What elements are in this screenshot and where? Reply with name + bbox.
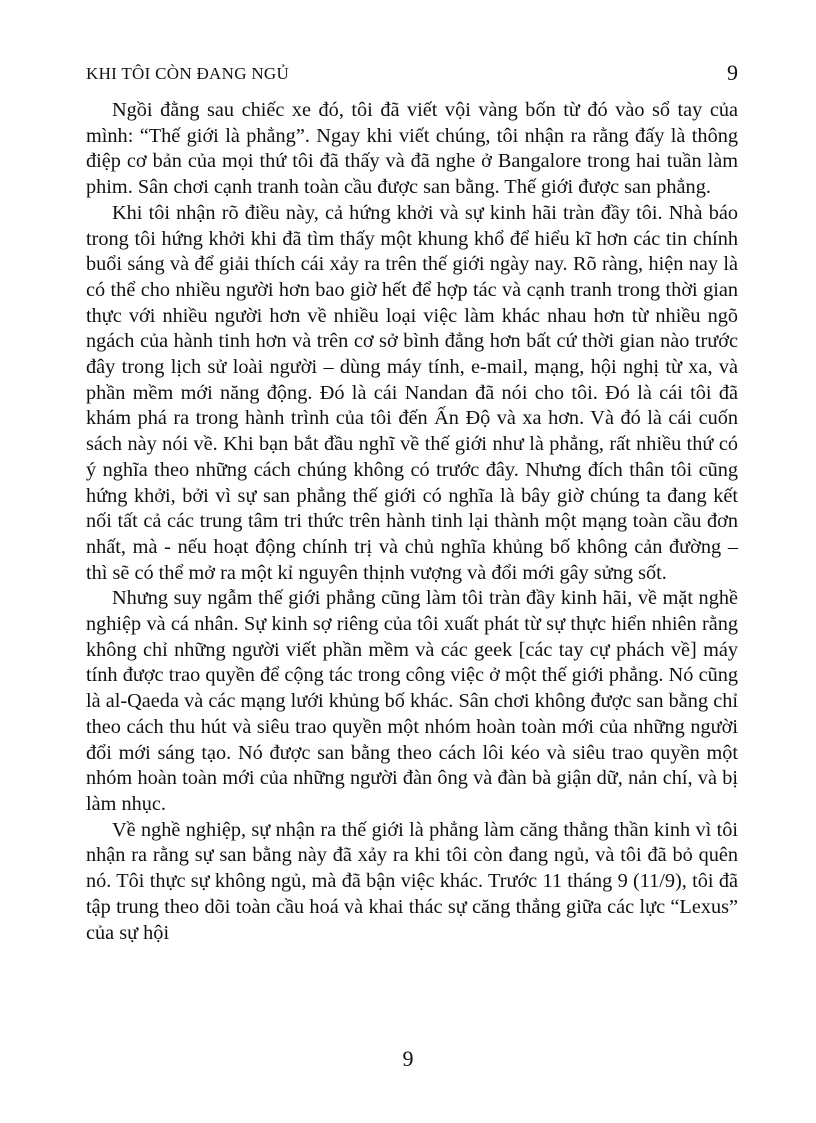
paragraph: Khi tôi nhận rõ điều này, cả hứng khởi và sự kinh hãi tràn đầy tôi. Nhà báo trong tôi hứng khởi khi đã tìm thấy một khung khổ để hiểu kĩ hơn các tin chính buổi sáng và để giải thích cái xảy ra trên thế giới ngày nay. Rõ ràng, hiện nay là có thể cho nhiều người hơn bao giờ hết để hợp tác và cạnh tranh trong thời gian thực với nhiều người hơn về nhiều loại việc làm khác nhau hơn từ nhiều ngõ ngách của hành tinh hơn và trên cơ sở bình đẳng hơn bất cứ thời gian nào trước đây trong lịch sử loài người – dùng máy tính, e-mail, mạng, hội nghị từ xa, và phần mềm mới năng động. Đó là cái Nandan đã nói cho tôi. Đó là cái tôi đã khám phá ra trong hành trình của tôi đến Ấn Độ và xa hơn. Và đó là cái cuốn sách này nói về. Khi bạn bắt đầu nghĩ về thế giới như là phẳng, rất nhiều thứ có ý nghĩa theo những cách chúng không có trước đây. Nhưng đích thân tôi cũng hứng khởi, bởi vì sự san phẳng thế giới có nghĩa là bây giờ chúng ta đang kết nối tất cả các trung tâm tri thức trên hành tinh lại thành một mạng toàn cầu đơn nhất, mà - nếu hoạt động chính trị và chủ nghĩa khủng bố không cản đường – thì sẽ có thể mở ra một kỉ nguyên thịnh vượng và đổi mới gây sửng sốt. (86, 201, 738, 584)
paragraph: Nhưng suy ngẫm thế giới phẳng cũng làm tôi tràn đầy kinh hãi, về mặt nghề nghiệp và cá nhân. Sự kinh sợ riêng của tôi xuất phát từ sự thực hiển nhiên rằng không chỉ những người viết phần mềm và các geek [các tay cự phách về] máy tính được trao quyền để cộng tác trong công việc ở một thế giới phẳng. Nó cũng là al-Qaeda và các mạng lưới khủng bố khác. Sân chơi không được san bằng chỉ theo cách thu hút và siêu trao quyền một nhóm hoàn toàn mới của những người đổi mới sáng tạo. Nó được san bằng theo cách lôi kéo và siêu trao quyền một nhóm hoàn toàn mới của những người đàn ông và đàn bà giận dữ, nản chí, và bị làm nhục. (86, 587, 738, 815)
running-header (86, 62, 738, 88)
paragraph: Về nghề nghiệp, sự nhận ra thế giới là phẳng làm căng thẳng thần kinh vì tôi nhận ra rằng sự san bằng này đã xảy ra khi tôi còn đang ngủ, và tôi đã bỏ quên nó. Tôi thực sự không ngủ, mà đã bận việc khác. Trước 11 tháng 9 (11/9), tôi đã tập trung theo dõi toàn cầu hoá và khai thác sự căng thẳng giữa các lực “Lexus” của sự hội (86, 818, 738, 944)
body-text (86, 98, 738, 946)
footer-page-number: 9 (402, 1046, 414, 1071)
paragraph: Ngồi đằng sau chiếc xe đó, tôi đã viết vội vàng bốn từ đó vào sổ tay của mình: “Thế giới là phẳng”. Ngay khi viết chúng, tôi nhận ra rằng đấy là thông điệp cơ bản của mọi thứ tôi đã thấy và đã nghe ở Bangalore trong hai tuần làm phim. Sân chơi cạnh tranh toàn cầu được san bằng. Thế giới được san phẳng. (86, 99, 738, 199)
header-page-number: 9 (727, 60, 738, 85)
running-title: KHI TÔI CÒN ĐANG NGỦ (86, 64, 290, 83)
